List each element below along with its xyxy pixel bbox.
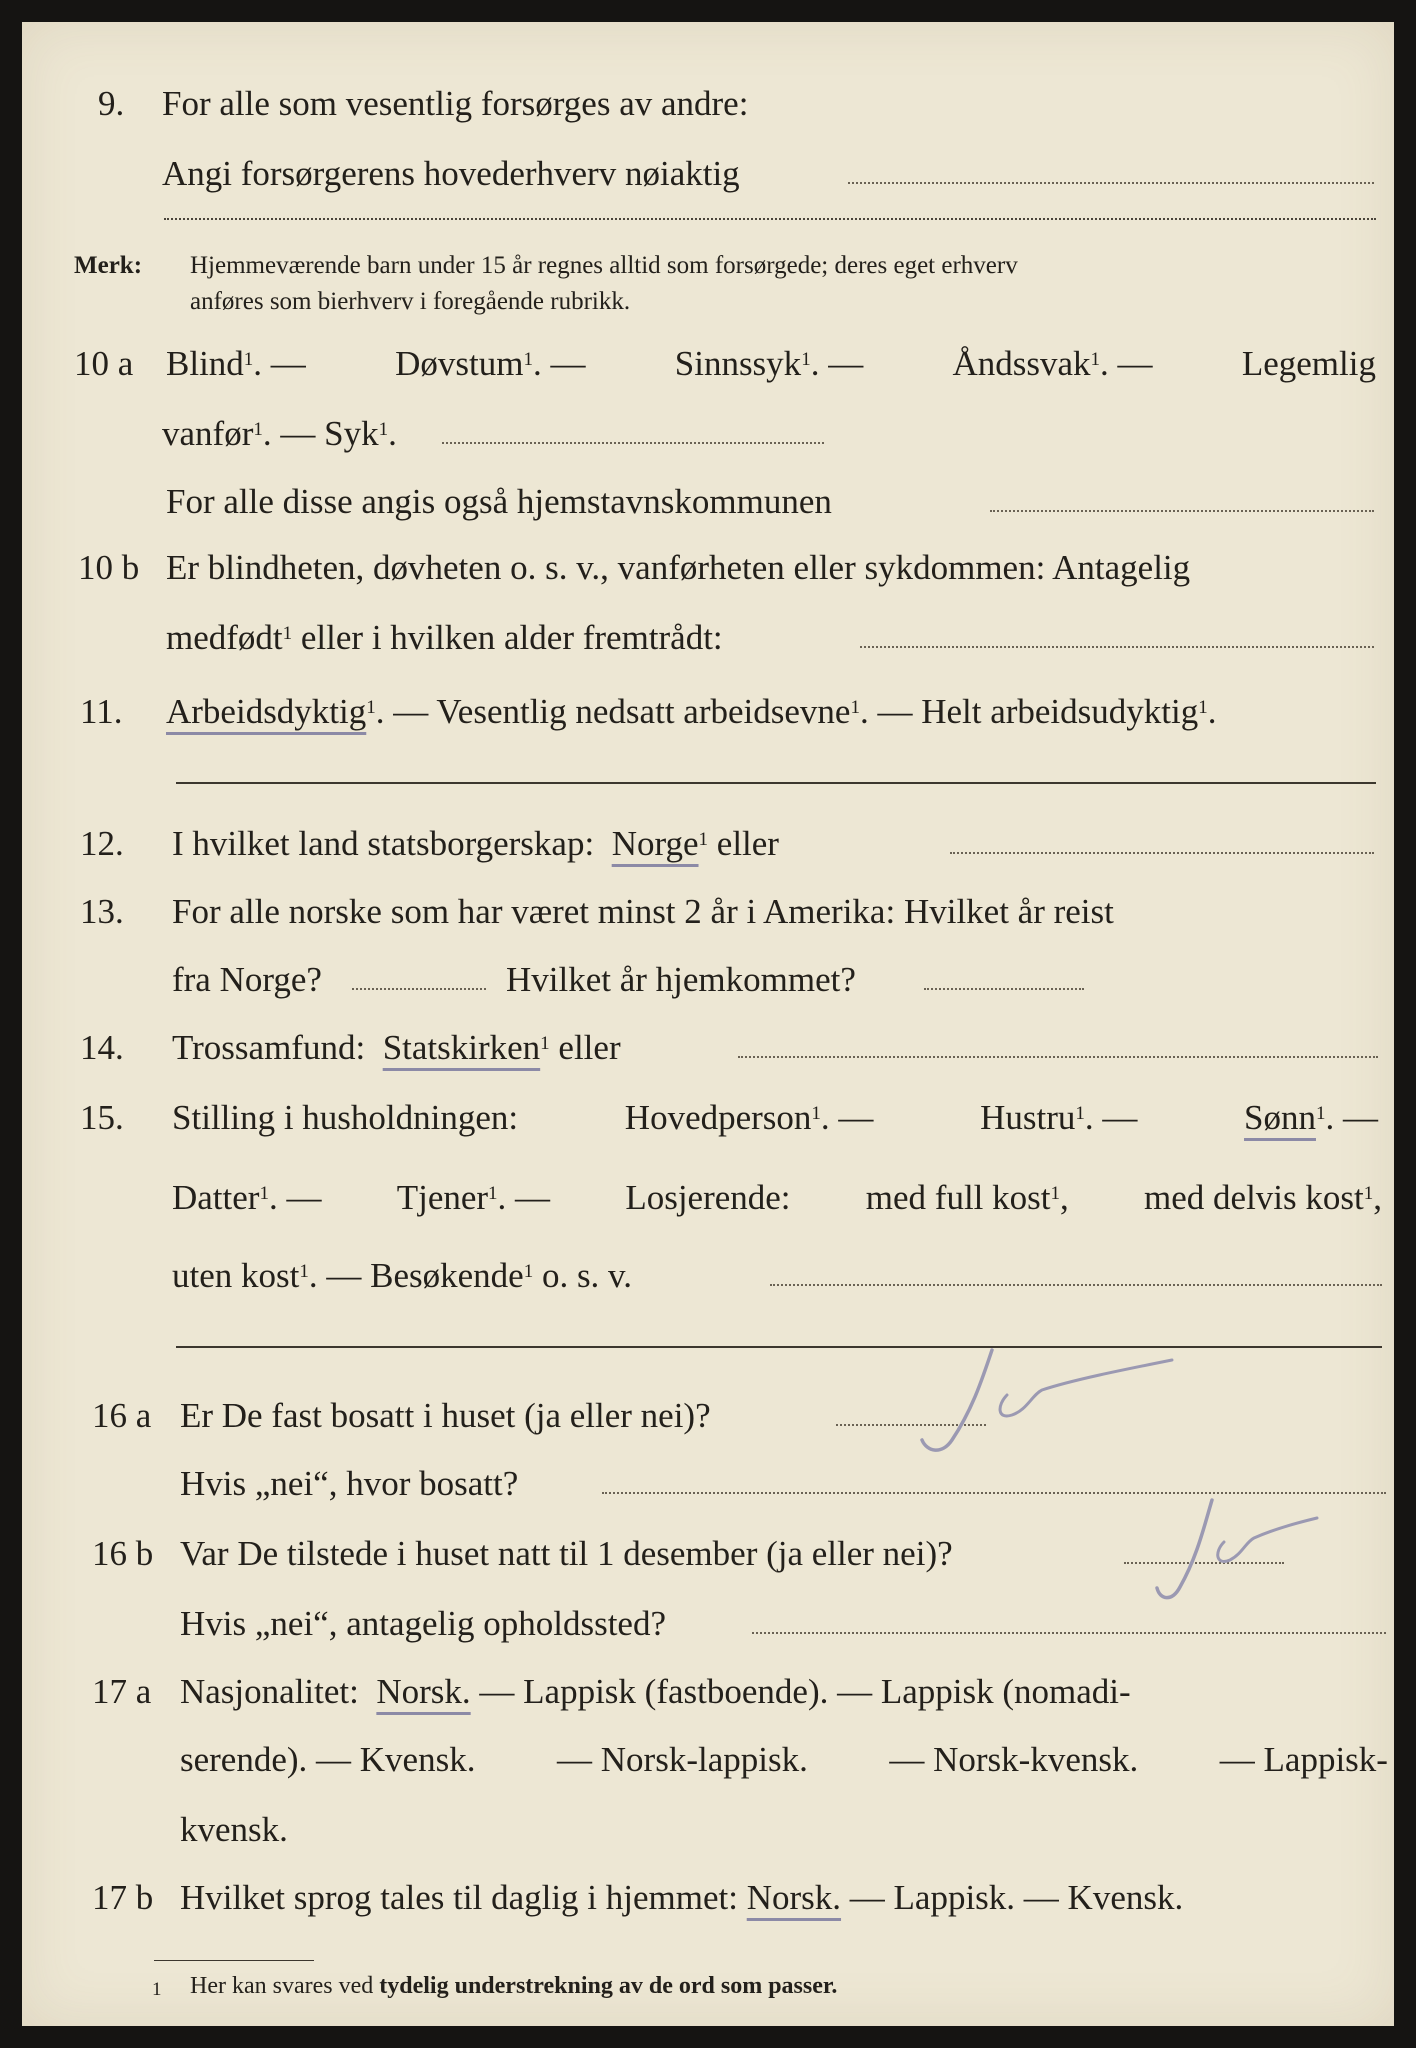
- q11-divider: [176, 782, 1376, 784]
- q10a-andssvak: Åndssvak$^1$. —: [952, 344, 1153, 383]
- q10a-number: 10 a: [74, 344, 134, 383]
- q10a-blind: Blind$^1$. —: [166, 344, 306, 383]
- form-page: [22, 22, 1394, 2026]
- q10b-line1: Er blindheten, døvheten o. s. v., vanførheten eller sykdommen: Antagelig: [166, 548, 1191, 587]
- q10b-answer-line[interactable]: [860, 646, 1374, 648]
- q15-delvis-kost: med delvis kost: [1144, 1178, 1364, 1217]
- q11-number: 11.: [80, 692, 123, 731]
- q12-norge: Norge: [611, 824, 699, 863]
- q9-line2: Angi forsørgerens hovederhverv nøiaktig: [162, 154, 740, 193]
- q10a-line2: vanfør$^1$. — Syk$^1$.: [162, 414, 397, 453]
- q15-answer-line[interactable]: [770, 1284, 1382, 1286]
- q11-nedsatt: Vesentlig nedsatt arbeidsevne: [436, 692, 851, 731]
- q13-reist-line[interactable]: [352, 988, 486, 990]
- merk-line2: anføres som bierhverv i foregående rubrikk.: [190, 288, 631, 315]
- q15-tjener: Tjener: [396, 1178, 489, 1217]
- q13-hjem: Hvilket år hjemkommet?: [506, 960, 856, 999]
- q16b-line1: Var De tilstede i huset natt til 1 desember (ja eller nei)?: [180, 1534, 953, 1573]
- q9-number: 9.: [98, 84, 125, 123]
- q15-full-kost: med full kost: [865, 1178, 1051, 1217]
- q16a-line2: Hvis „nei“, hvor bosatt?: [180, 1464, 519, 1503]
- q11-udyktig: Helt arbeidsudyktig: [921, 692, 1199, 731]
- q15-number: 15.: [80, 1098, 124, 1137]
- q10a-line1: [166, 338, 1376, 390]
- merk-label: Merk:: [74, 252, 143, 279]
- merk-line1: Hjemmeværende barn under 15 år regnes alltid som forsørgede; deres eget erhverv: [190, 252, 1018, 279]
- q11-line: Arbeidsdyktig$^1$. — Vesentlig nedsatt arbeidsevne$^1$. — Helt arbeidsudyktig$^1$.: [166, 692, 1217, 731]
- q17a-line2: serende). — Kvensk. — Norsk-lappisk. — Norsk-kvensk. — Lappisk-: [180, 1740, 1388, 1779]
- q13-hjemkommet-line[interactable]: [924, 988, 1084, 990]
- q12-answer-line[interactable]: [950, 852, 1374, 854]
- q15-line2: Datter$^1$. — Tjener$^1$. — Losjerende: med full kost$^1$, med delvis kost$^1$,: [172, 1178, 1382, 1217]
- q17a-line3: kvensk.: [180, 1810, 288, 1849]
- q14-statskirken: Statskirken: [382, 1028, 541, 1067]
- q11-arbeidsdyktig: Arbeidsdyktig: [166, 692, 367, 731]
- q10a-syk: Syk: [324, 414, 379, 453]
- q17a-norsk: Norsk.: [376, 1672, 471, 1711]
- q15-line3: uten kost$^1$. — Besøkende$^1$ o. s. v.: [172, 1256, 633, 1295]
- q15-besokende: Besøkende: [370, 1256, 524, 1295]
- q14-answer-line[interactable]: [738, 1056, 1378, 1058]
- q13-line1: For alle norske som har været minst 2 år i Amerika: Hvilket år reist: [172, 892, 1114, 931]
- q17b-norsk: Norsk.: [746, 1878, 842, 1917]
- q15-uten-kost: uten kost: [172, 1256, 300, 1295]
- footnote-mark: 1: [152, 1979, 162, 2000]
- q12-line: I hvilket land statsborgerskap: Norge$^1$ eller: [172, 824, 779, 863]
- q9-line1: For alle som vesentlig forsørges av andre:: [162, 84, 749, 123]
- q13-number: 13.: [80, 892, 124, 931]
- q10b-medfodt: medfødt: [166, 618, 283, 657]
- footnote-text: Her kan svares ved tydelig understrekning av de ord som passer.: [190, 1973, 838, 1999]
- q16a-line1: Er De fast bosatt i huset (ja eller nei)?: [180, 1396, 711, 1435]
- q16b-line2: Hvis „nei“, antagelig opholdssted?: [180, 1604, 666, 1643]
- q10b-number: 10 b: [78, 548, 140, 587]
- q10a-legemlig: Legemlig: [1241, 344, 1376, 383]
- q10a-hjemstavn-line[interactable]: [990, 510, 1374, 512]
- q10a-line3: For alle disse angis også hjemstavnskommunen: [166, 482, 832, 521]
- q16b-number: 16 b: [92, 1534, 154, 1573]
- q15-sonn: Sønn: [1244, 1098, 1316, 1137]
- q10a-vanfor: vanfør: [162, 414, 254, 453]
- q14-number: 14.: [80, 1028, 124, 1067]
- q9-answer-line[interactable]: [848, 182, 1374, 184]
- q10b-line2: medfødt$^1$ eller i hvilken alder fremtrådt:: [166, 618, 723, 657]
- q16a-handwritten-ja: [902, 1340, 1202, 1460]
- q10a-sinnssyk: Sinnssyk$^1$. —: [674, 344, 864, 383]
- q10a-answer-line[interactable]: [442, 442, 824, 444]
- q10a-dovstum: Døvstum$^1$. —: [395, 344, 586, 383]
- q16b-handwritten-ja: [1142, 1492, 1332, 1612]
- q15-line1: Stilling i husholdningen: Hovedperson$^1$. — Hustru$^1$. — Sønn$^1$. —: [172, 1098, 1378, 1137]
- q17b-line: Hvilket sprog tales til daglig i hjemmet: Norsk. — Lappisk. — Kvensk.: [180, 1878, 1184, 1917]
- q14-line: Trossamfund: Statskirken$^1$ eller: [172, 1028, 621, 1067]
- q9-answer-line-2[interactable]: [164, 218, 1376, 220]
- q15-datter: Datter: [172, 1178, 260, 1217]
- q16a-number: 16 a: [92, 1396, 152, 1435]
- q16b-opholdssted-line[interactable]: [752, 1632, 1386, 1634]
- q17a-line1: Nasjonalitet: Norsk. — Lappisk (fastboende). — Lappisk (nomadi-: [180, 1672, 1131, 1711]
- q12-number: 12.: [80, 824, 124, 863]
- q13-fra: fra Norge?: [172, 960, 322, 999]
- q17a-number: 17 a: [92, 1672, 152, 1711]
- q17b-number: 17 b: [92, 1878, 154, 1917]
- q15-hustru: Hustru: [980, 1098, 1076, 1137]
- footnote-rule: [154, 1960, 314, 1961]
- q15-hovedperson: Hovedperson: [624, 1098, 812, 1137]
